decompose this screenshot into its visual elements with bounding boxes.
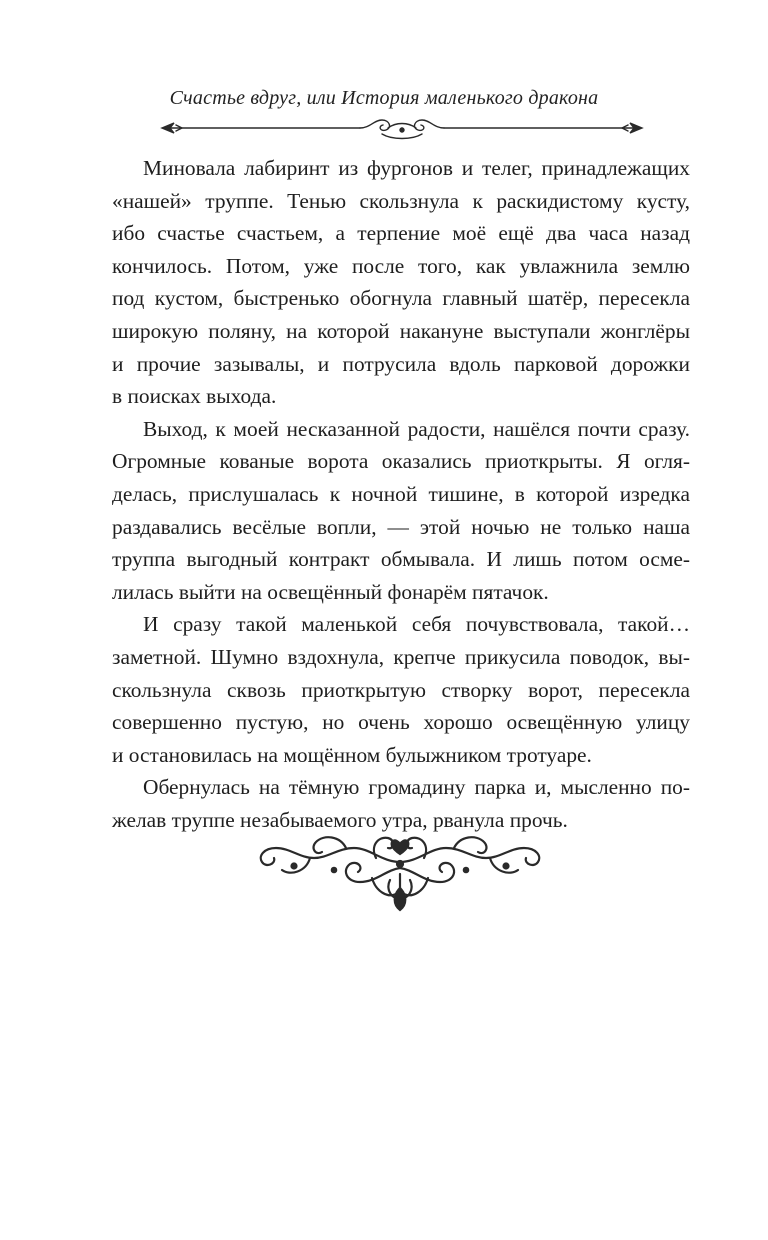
text-line: Обернулась на тёмную громадину парка и, мысленно по- [143, 775, 690, 800]
header-ornament-rule [160, 116, 644, 146]
text-line: кончилось. Потом, уже после того, как увлажнила землю [112, 253, 690, 278]
text-line: скользнула сквозь приоткрытую створку ворот, пересекла [112, 677, 690, 702]
text-line: совершенно пустую, но очень хорошо освещённую улицу [112, 710, 690, 735]
paragraph-2 [112, 413, 690, 609]
text-line: в поисках выхода. [112, 384, 277, 409]
text-line: И сразу такой маленькой себя почувствовала, такой… [143, 612, 690, 637]
text-line: и прочие зазывалы, и потрусила вдоль парковой дорожки [112, 351, 690, 376]
text-line: широкую поляну, на которой накануне выступали жонглёры [112, 318, 690, 343]
chapter-end-ornament [250, 818, 550, 918]
text-line: под кустом, быстренько обогнула главный шатёр, пересекла [112, 286, 690, 311]
text-line: заметной. Шумно вздохнула, крепче прикусила поводок, вы- [112, 644, 690, 669]
text-line: Миновала лабиринт из фургонов и телег, принадлежащих [143, 156, 690, 180]
text-line: делась, прислушалась к ночной тишине, в которой изредка [112, 481, 690, 506]
text-line: лилась выйти на освещённый фонарём пятачок. [112, 579, 549, 604]
text-line: труппа выгодный контракт обмывала. И лишь потом осме- [112, 547, 690, 572]
text-line: и остановилась на мощённом булыжником тротуаре. [112, 742, 592, 767]
paragraph-1 [112, 152, 690, 413]
body-text [112, 152, 690, 836]
paragraph-3 [112, 608, 690, 771]
text-line: ибо счастье счастьем, а терпение моё ещё два часа назад [112, 221, 690, 246]
text-line: Огромные кованые ворота оказались приоткрыты. Я огля- [112, 449, 690, 474]
running-head: Счастье вдруг, или История маленького дракона [169, 87, 599, 109]
text-line: «нашей» труппе. Тенью скользнула к раскидистому кусту, [112, 188, 690, 213]
text-line: Выход, к моей несказанной радости, нашёлся почти сразу. [143, 416, 690, 441]
text-line: желав труппе незабываемого утра, рванула прочь. [112, 807, 568, 832]
text-line: раздавались весёлые вопли, — этой ночью не только наша [112, 514, 690, 539]
